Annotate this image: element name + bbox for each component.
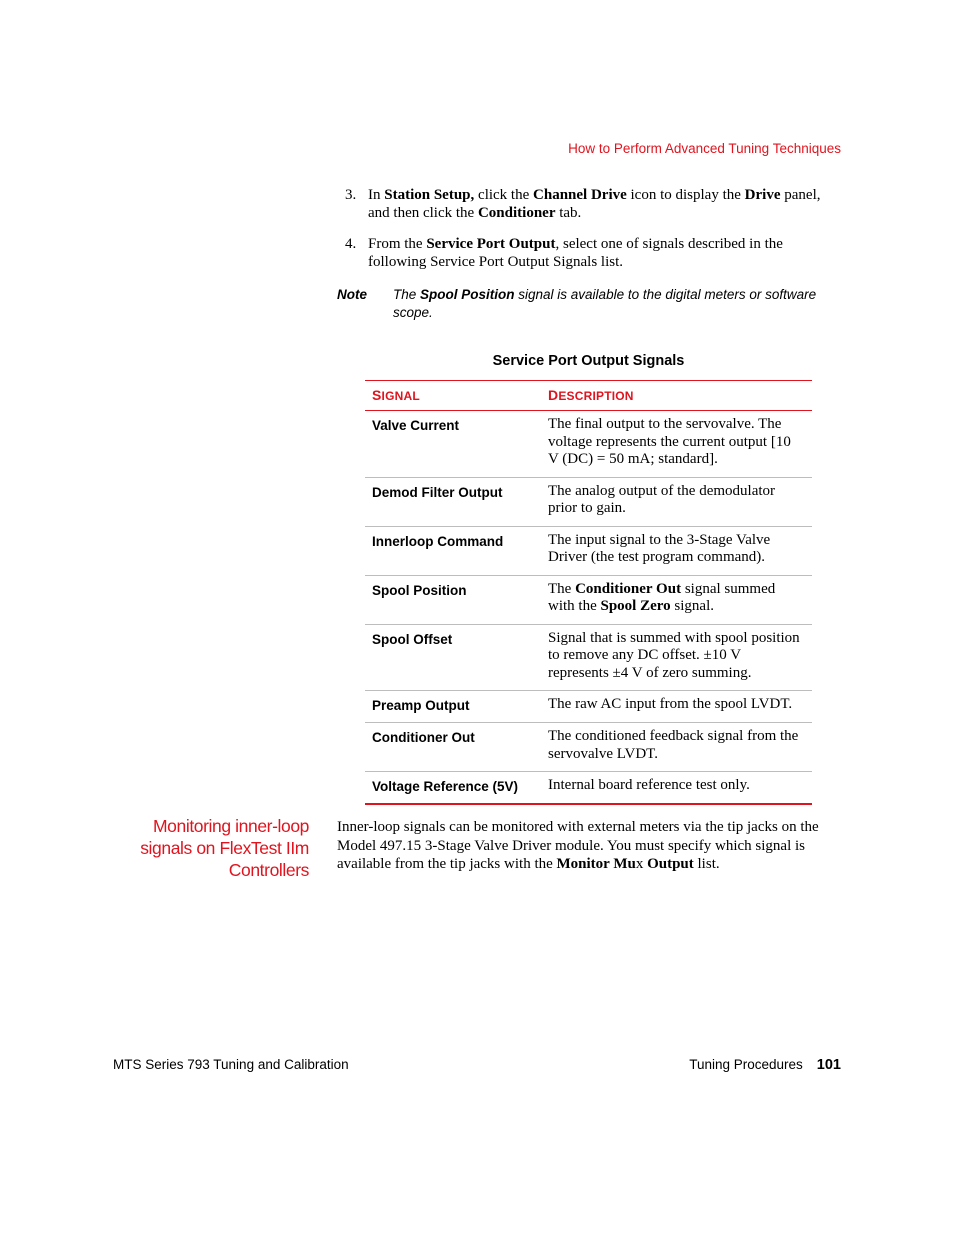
note-label: Note [337,287,367,302]
signal-name: Voltage Reference (5V) [365,772,541,805]
section-paragraph: Inner-loop signals can be monitored with external meters via the tip jacks on the Model 497.15 3-Stage Valve Driver module. You must specify which signal is available from the tip jacks with the Monitor Mux Output list. [337,819,819,872]
table-row [365,575,812,624]
note [337,286,840,322]
column-header-description: DESCRIPTION [541,381,812,411]
table-row [365,526,812,575]
step-number: 3. [345,187,357,203]
signal-name: Valve Current [365,411,541,478]
table-row [365,772,812,805]
column-header-signal: SIGNAL [365,381,541,411]
note-text: The Spool Position signal is available to the digital meters or software scope. [393,287,817,320]
signal-description: Signal that is summed with spool position to remove any DC offset. ±10 V represents ±4 V of zero summing. [541,624,812,691]
table-row [365,624,812,691]
signal-name: Conditioner Out [365,723,541,772]
step-text: In Station Setup, click the Channel Drive icon to display the Drive panel, and then click the Conditioner tab. [368,187,821,221]
signal-name: Innerloop Command [365,526,541,575]
signal-description: Internal board reference test only. [541,772,812,805]
step-number: 4. [345,236,357,252]
table-header-row [365,381,812,411]
signal-name: Spool Offset [365,624,541,691]
procedure-steps [345,186,840,284]
step-3 [345,186,840,222]
table-row [365,477,812,526]
step-4 [345,235,840,271]
table-row [365,411,812,478]
signal-description: The analog output of the demodulator prior to gain. [541,477,812,526]
signal-name: Demod Filter Output [365,477,541,526]
page-number: 101 [816,1057,841,1073]
signal-name: Spool Position [365,575,541,624]
table-row [365,691,812,723]
footer-title: MTS Series 793 Tuning and Calibration [113,1057,349,1072]
table-title: Service Port Output Signals [492,353,685,369]
signal-description: The input signal to the 3-Stage Valve Driver (the test program command). [541,526,812,575]
signals-table [365,380,812,805]
signal-description: The conditioned feedback signal from the servovalve LVDT. [541,723,812,772]
section-heading: Monitoring inner-loop signals on FlexTest IIm Controllers [140,816,309,880]
signal-name: Preamp Output [365,691,541,723]
footer-section-name: Tuning Procedures [689,1057,803,1072]
signal-description: The final output to the servovalve. The voltage represents the current output [10 V (DC) = 50 mA; standard]. [541,411,812,478]
step-text: From the Service Port Output, select one of signals described in the following Service Port Output Signals list. [368,236,783,270]
table-row [365,723,812,772]
signal-description: The raw AC input from the spool LVDT. [541,691,812,723]
signal-description: The Conditioner Out signal summed with the Spool Zero signal. [541,575,812,624]
running-head: How to Perform Advanced Tuning Techniques [568,141,841,156]
footer-section [689,1057,841,1073]
